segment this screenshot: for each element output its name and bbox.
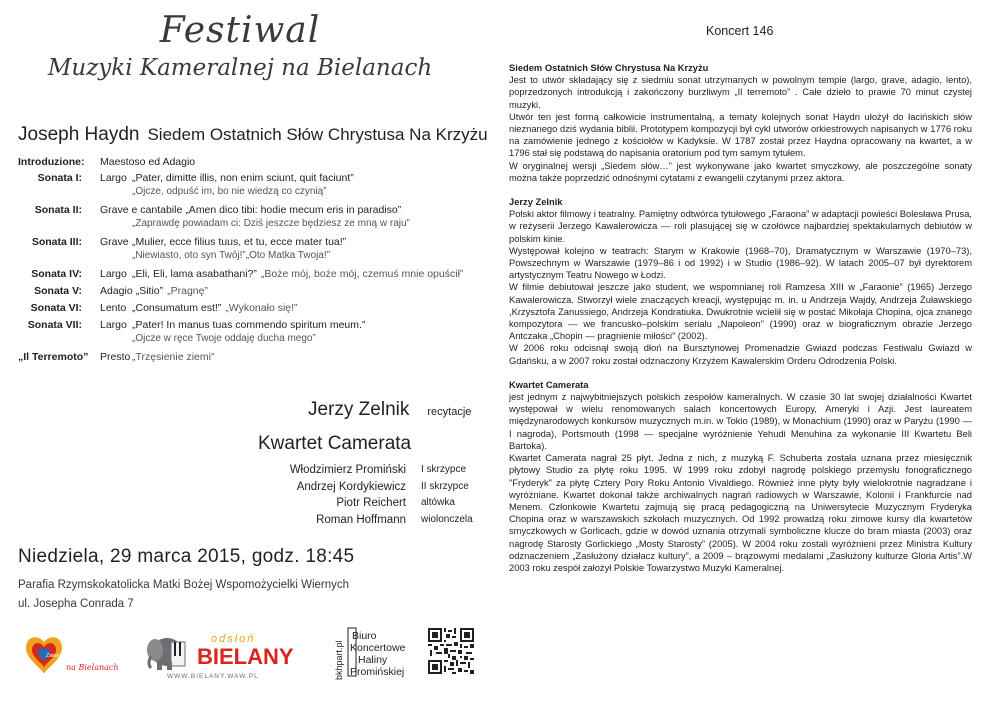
paragraph: Polski aktor filmowy i teatralny. Pamiętny odtwórca tytułowego „Faraona” w adaptacji powieści Bolesława Prusa, w reżyserii Jerzego Kawalerowicza — roli plasującej się w czołówce najbardziej spektakularnych debiutów w polskim kinie. [509,209,972,244]
program-label: Sonata VI: [30,302,82,314]
paragraph: jest jednym z najwybitniejszych polskich zespołów kameralnych. W czasie 30 lat swojej działalności Kwartet występował w wielu renomowanych salach koncertowych Europy, Ameryki i Azji. Jest laureatem międzynarodowych konkursów muzycznych m.in. w Tokio (1989), w Monachium (1990) oraz w Paryżu (1990 — I nagroda), Portsmouth (1998 — specjalne wyróżnienie Yehudi Menuhina za wykonanie III Kwartetu Beli Bartoka). [509,392,972,451]
paragraph: Kwartet Camerata nagrał 25 płyt. Jedna z nich, z muzyką F. Schuberta została uznana przez miesięcznik płytowy Studio za płytę roku 1995. W 1999 roku zdobył nagrodę polskiego przemysłu fonograficznego "Fryderyk" za płytę Cztery Pory Roku Antonio Vivaldiego. Również inne płyty były wielokrotnie nagradzane i wyróżniane. Kwartet dokonał także archiwalnych nagrań radiowych w Warszawie, Kolonii i Frankfurcie nad Menem. Członkowie Kwartetu zajmują się pracą pedagogiczną na Uniwersytecie Muzycznym Fryderyka Chopina oraz w warszawskich szkołach muzycznych. Od 1992 prowadzą roku zimowe kursy dla kwartetów smyczkowych w Gorlicach, gdzie w dowód uznania otrzymali symboliczne klucze do bram miasta (2003) oraz nagrodę Starosty Gorlickiego „Mosty Starosty” (2005). W 2004 roku zostali wyróżnieni przez Ministra Kultury odznaczeniem „Zasłużony działacz kultury”, a 2009 – brązowymi medalami „Zasłużony kulturze Gloria Artis”.W 2003 roku zespół założył Polskie Towarzystwo Muzyki Kameralnej. [509,453,972,573]
program-translation: „Wykonało się!” [225,302,298,314]
program-translation: „Ojcze, odpuść im, bo nie wiedzą co czynią” [132,186,327,197]
venue-block [18,576,349,614]
paragraph: W oryginalnej wersji „Siedem słów…” jest wykonywane jako kwartet smyczkowy, ale poszczególne sonaty można także poprzedzić odnośnymi cytatami z ewangelii czytanymi przez aktora. [509,160,972,183]
program-text: „Amen dico tibi: hodie mecum eris in paradiso” [185,204,402,216]
paragraph: Występował kolejno w teatrach: Starym w Krakowie (1968–70), Dramatycznym w Warszawie (1970–73), Powszechnym w Warszawie (1979–86 i od 1992) i w Studio (1986–92). W latach 2005–07 był dyrektorem artystycznym Teatru Nowego w Łodzi. [509,245,972,281]
paragraph: W filmie debiutował jeszcze jako student, we wspomnianej roli Ramzesa XIII w „Faraonie” (1965) Jerzego Kawalerowicza. Stworzył wiele znaczących kreacji, występując m. in. u Andrzeja Wajdy, Andrzeja Żuławskiego ,Krzysztofa Zanussiego, Andrzeja Kondratiuka. Dwukrotnie wcielił się w postać Mikołaja Chopina, ojca znanego kompozytora — we francusko–polskim serialu „Napoleon” (1990) oraz w biograficznym obrazie Jerzego Antczaka „Chopin — pragnienie miłości” (2002). [509,282,972,342]
member-instrument: altówka [421,497,455,508]
program-row [18,285,480,302]
notes-column [509,62,972,574]
program-text: „Trzęsienie ziemi” [132,351,215,363]
member-name: Roman Hoffmann [316,513,406,526]
program-tempo: Largo [100,172,127,184]
biuro-logo [326,624,426,682]
member-instrument: wiolonczela [421,513,473,525]
logo2-main: BIELANY [197,644,294,669]
program-tempo: Grave [100,236,129,248]
program-translation: „Zaprawdę powiadam ci: Dziś jeszcze będziesz ze mną w raju” [132,218,410,229]
logo2-top: odsłoń [211,633,256,645]
paragraph: Utwór ten jest formą całkowicie instrumentalną, a tematy kolejnych sonat Haydn ułożył do łacińskich słów nieznanego dziś wydania biblii. Prototypem kompozycji był cykl utworów orkiestrowych napisanych w 1776 roku na zamówienie jednego z kościołów w Kadyksie. W 1787 został przez Haydna opracowany na kwartet, a w 1796 stał się podstawą do napisania oratorium pod tym samym tytułem. [509,111,972,159]
member-name: Włodzimierz Promiński [289,464,406,476]
program-text: „Mulier, ecce filius tuus, et tu, ecce mater tua!” [132,236,347,248]
member-row [250,462,490,479]
elephant-icon [147,638,185,670]
reciter-name: Jerzy Zelnik [308,399,410,420]
work-title: Siedem Ostatnich Słów Chrystusa Na Krzyżu [147,125,488,144]
concert-number: Koncert 146 [706,24,774,38]
paragraph: W 2006 roku odcisnął swoją dłoń na Bursztynowej Promenadzie Gwiazd podczas Festiwalu Gwiazd w Gdańsku, a w 2007 roku został odznaczony Krzyżem Kawalerskim Orderu Odrodzenia Polski. [509,343,972,366]
venue-name: Parafia Rzymskokatolicka Matki Bożej Wspomożycielki Wiernych [18,579,350,591]
program-text: „Eli, Eli, lama asabathani?” [132,268,257,280]
logo3-line-1: Koncertowe [350,642,406,654]
member-row [250,479,490,496]
zakochaj-text: Zakochaj się w Warszawie [46,653,111,659]
program-text: „Pater, dimitte illis, non enim sciunt, quit faciunt” [132,172,354,184]
logo3-side: bkhpart.pl [334,640,344,680]
program-label: Sonata VII: [27,319,82,331]
member-instrument: I skrzypce [421,464,467,475]
program-tempo: Maestoso ed Adagio [100,156,196,168]
festival-title: Festiwal [159,10,321,51]
section-title-camerata: Kwartet Camerata [509,379,589,390]
zakochaj-logo [22,630,119,678]
paragraph: Jest to utwór składający się z siedmiu sonat utrzymanych w powolnym tempie (largo, grave, adagio, lento), poprzedzonych introdukcją i zakończony burzliwym „Il terremoto” . Całe dzieło to prawie 70 minut czystej muzyki. [509,75,972,110]
program-tempo: Largo [100,268,127,280]
program-label: Introduzione: [18,156,85,168]
program-text: „Sitio” [135,285,164,297]
zakochaj-sub: na Bielanach [66,663,119,672]
composer-name: Joseph Haydn [18,124,140,145]
member-row [250,512,490,529]
program-text: „Pater! In manus tuas commendo spiritum meum.” [132,319,366,331]
logo3-line-0: Biuro [352,630,377,642]
program-label: Sonata II: [34,204,82,216]
qr-code-icon [428,628,474,674]
program-text: „Consumatum est!” [132,302,222,314]
reciter-role: recytacje [427,406,472,418]
program-tempo: Largo [100,319,127,331]
program-row [18,172,480,204]
program-row [18,351,480,367]
bielany-logo [145,628,295,680]
program-row [18,156,480,172]
concert-date: Niedziela, 29 marca 2015, godz. 18:45 [18,546,355,567]
program-tempo: Adagio [100,285,133,297]
program-translation: „Niewiasto, oto syn Twój!”„Oto Matka Twoja!” [132,250,331,261]
program-row [18,268,480,285]
program-label: Sonata III: [31,236,82,248]
program-list [18,156,480,367]
logo3-line-3: Promińskiej [350,666,405,678]
member-name: Piotr Reichert [336,497,406,509]
member-row [250,495,490,512]
section-title-zelnik: Jerzy Zelnik [509,197,563,208]
festival-subtitle: Muzyki Kameralnej na Bielanach [47,55,433,81]
program-label: Sonata V: [34,285,82,297]
program-translation: „Boże mój, boże mój, czemuś mnie opuścił” [260,268,464,280]
program-translation: „Pragnę” [167,285,208,297]
program-label: Sonata IV: [31,268,82,280]
logo3-line-2: Haliny [358,654,388,666]
program-tempo: Presto [100,351,131,363]
program-label: „Il Terremoto” [18,351,89,363]
composer-heading [18,124,488,146]
member-name: Andrzej Kordykiewicz [296,480,406,493]
logo2-url: WWW.BIELANY.WAW.PL [167,673,259,680]
program-tempo: Grave e cantabile [100,204,183,216]
program-translation: „Ojcze w ręce Twoje oddaję ducha mego” [132,333,316,344]
program-row [18,204,480,236]
program-row [18,319,480,351]
member-instrument: II skrzypce [421,480,469,492]
venue-address: ul. Josepha Conrada 7 [18,598,134,610]
program-tempo: Lento [100,302,127,314]
section-title-work: Siedem Ostatnich Słów Chrystusa Na Krzyżu [509,63,709,73]
program-label: Sonata I: [37,172,82,184]
member-list [250,462,490,528]
quartet-name: Kwartet Camerata [258,433,412,454]
program-row [18,302,480,319]
program-row [18,236,480,268]
